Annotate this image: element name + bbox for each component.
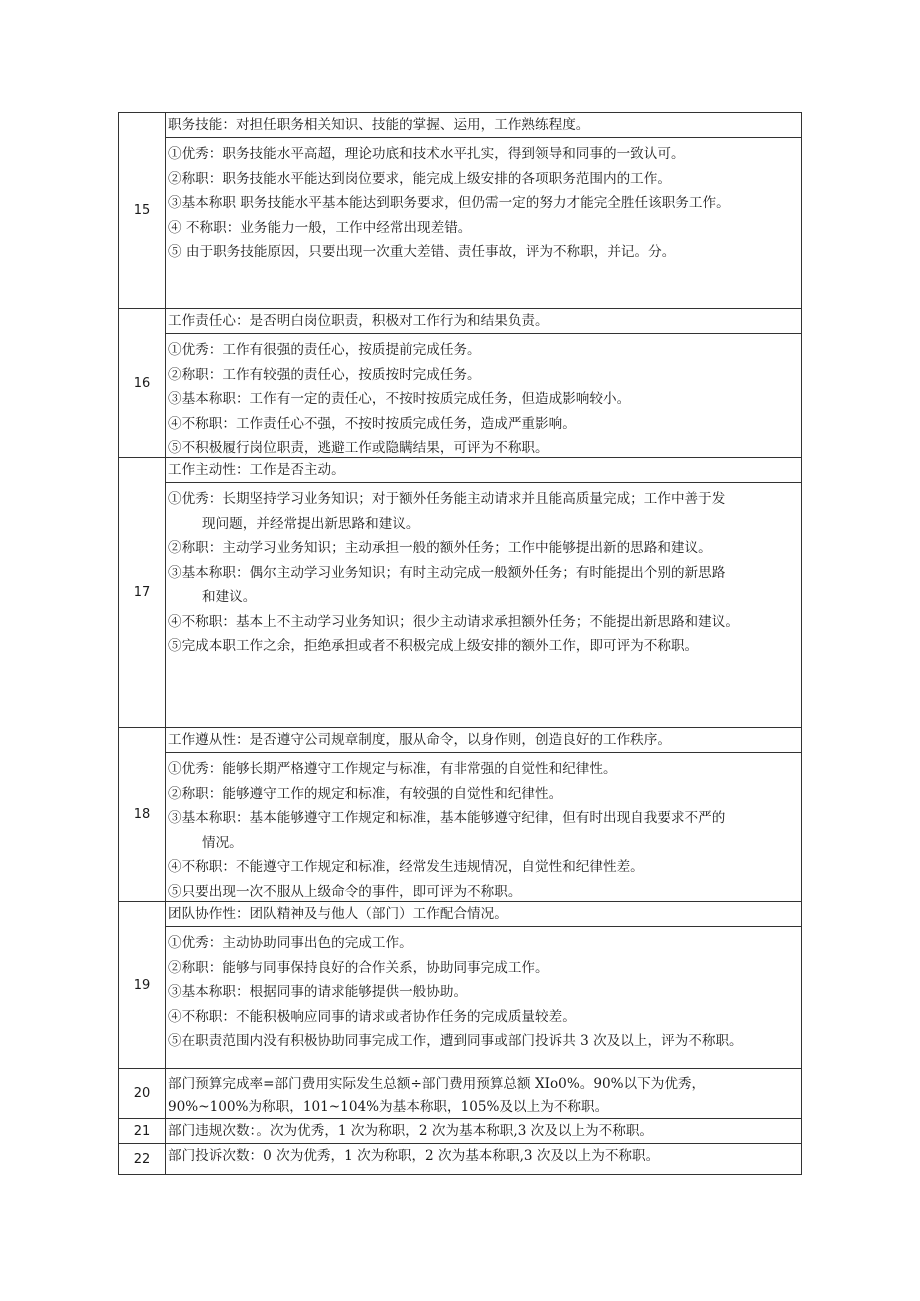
level-competent: ②称职：主动学习业务知识；主动承担一般的额外任务；工作中能够提出新的思路和建议。 [168,540,712,556]
row-number: 18 [119,728,166,902]
criteria-text [166,1144,801,1172]
criteria-cell [166,728,802,902]
criteria-row-21 [119,1119,802,1144]
row-number: 19 [119,902,166,1069]
criteria-text [166,1069,801,1118]
criteria-cell [166,1144,802,1175]
criteria-levels [166,334,801,457]
evaluation-criteria-table [118,112,802,1175]
criteria-title: 工作责任心：是否明白岗位职责，积极对工作行为和结果负责。 [166,309,801,334]
criteria-cell [166,309,802,458]
criteria-cell [166,1069,802,1119]
criteria-levels [166,927,801,1068]
level-excellent-cont: 现问题，并经常提出新思路和建议。 [202,515,420,532]
criteria-row-15 [119,113,802,309]
complaint-rule: 部门投诉次数：0 次为优秀，1 次为称职，2 次为基本称职,3 次及以上为不称职。 [168,1148,660,1164]
level-basic: ③基本称职：工作有一定的责任心，不按时按质完成任务，但造成影响较小。 [168,391,631,407]
level-excellent: ①优秀：能够长期严格遵守工作规定与标准，有非常强的自觉性和纪律性。 [168,761,617,777]
level-excellent: ①优秀：职务技能水平高超，理论功底和技术水平扎实，得到领导和同事的一致认可。 [168,146,685,162]
row-number: 17 [119,458,166,728]
criteria-row-22 [119,1144,802,1175]
criteria-title: 团队协作性：团队精神及与他人（部门）工作配合情况。 [166,902,801,927]
violation-rule: 部门违规次数：。次为优秀，1 次为称职，2 次为基本称职,3 次及以上为不称职。 [168,1123,654,1139]
level-rule: ⑤在职责范围内没有积极协助同事完成工作，遭到同事或部门投诉共 3 次及以上，评为不称职。 [168,1033,743,1049]
criteria-row-19 [119,902,802,1069]
criteria-row-20 [119,1069,802,1119]
criteria-title: 工作主动性：工作是否主动。 [166,458,801,483]
criteria-row-18 [119,728,802,902]
row-number: 21 [119,1119,166,1144]
criteria-cell [166,902,802,1069]
level-incompetent: ④不称职：工作责任心不强，不按时按质完成任务，造成严重影响。 [168,415,576,432]
criteria-title: 职务技能：对担任职务相关知识、技能的掌握、运用，工作熟练程度。 [166,113,801,138]
level-incompetent: ④不称职：不能遵守工作规定和标准，经常发生违规情况，自觉性和纪律性差。 [168,859,644,875]
level-basic: ③基本称职：基本能够遵守工作规定和标准，基本能够遵守纪律，但有时出现自我要求不严的 [168,810,726,826]
level-competent: ②称职：工作有较强的责任心，按质按时完成任务。 [168,366,481,383]
row-number: 20 [119,1069,166,1119]
row-number: 16 [119,309,166,458]
budget-rule: 部门预算完成率=部门费用实际发生总额÷部门费用预算总额 XIo0%。90%以下为优秀， [168,1076,706,1092]
level-excellent: ①优秀：主动协助同事出色的完成工作。 [168,935,413,951]
criteria-levels [166,753,801,901]
level-incompetent: ④ 不称职：业务能力一般，工作中经常出现差错。 [168,219,472,236]
level-competent: ②称职：能够与同事保持良好的合作关系，协助同事完成工作。 [168,959,549,976]
level-rule: ⑤完成本职工作之余，拒绝承担或者不积极完成上级安排的额外工作，即可评为不称职。 [168,638,699,654]
level-excellent: ①优秀：工作有很强的责任心，按质提前完成任务。 [168,342,481,358]
level-basic-cont: 情况。 [202,834,243,851]
level-incompetent: ④不称职：基本上不主动学习业务知识；很少主动请求承担额外任务；不能提出新思路和建议。 [168,613,739,630]
level-basic: ③基本称职：根据同事的请求能够提供一般协助。 [168,984,468,1000]
row-number: 22 [119,1144,166,1175]
criteria-levels [166,483,801,723]
criteria-levels [166,138,801,304]
level-basic: ③基本称职 职务技能水平基本能达到职务要求，但仍需一定的努力才能完全胜任该职务工作。 [168,195,730,211]
level-excellent: ①优秀：长期坚持学习业务知识；对于额外任务能主动请求并且能高质量完成；工作中善于发 [168,491,726,507]
criteria-cell [166,113,802,309]
level-rule: ⑤ 由于职务技能原因，只要出现一次重大差错、责任事故，评为不称职，并记。分。 [168,244,676,260]
level-basic-cont: 和建议。 [202,589,257,605]
level-basic: ③基本称职：偶尔主动学习业务知识；有时主动完成一般额外任务；有时能提出个别的新思路 [168,564,726,581]
level-rule: ⑤不积极履行岗位职责，逃避工作或隐瞒结果，可评为不称职。 [168,440,549,456]
level-incompetent: ④不称职：不能积极响应同事的请求或者协作任务的完成质量较差。 [168,1008,576,1025]
criteria-text [166,1119,801,1141]
level-competent: ②称职：能够遵守工作的规定和标准，有较强的自觉性和纪律性。 [168,785,563,802]
criteria-cell [166,458,802,728]
level-competent: ②称职：职务技能水平能达到岗位要求，能完成上级安排的各项职务范围内的工作。 [168,170,671,187]
criteria-row-16 [119,309,802,458]
level-rule: ⑤只要出现一次不服从上级命令的事件，即可评为不称职。 [168,883,522,900]
criteria-cell [166,1119,802,1144]
criteria-title: 工作遵从性：是否遵守公司规章制度，服从命令，以身作则，创造良好的工作秩序。 [166,728,801,753]
row-number: 15 [119,113,166,309]
budget-rule-cont: 90%~100%为称职，101~104%为基本称职，105%及以上为不称职。 [168,1099,609,1115]
criteria-row-17 [119,458,802,728]
